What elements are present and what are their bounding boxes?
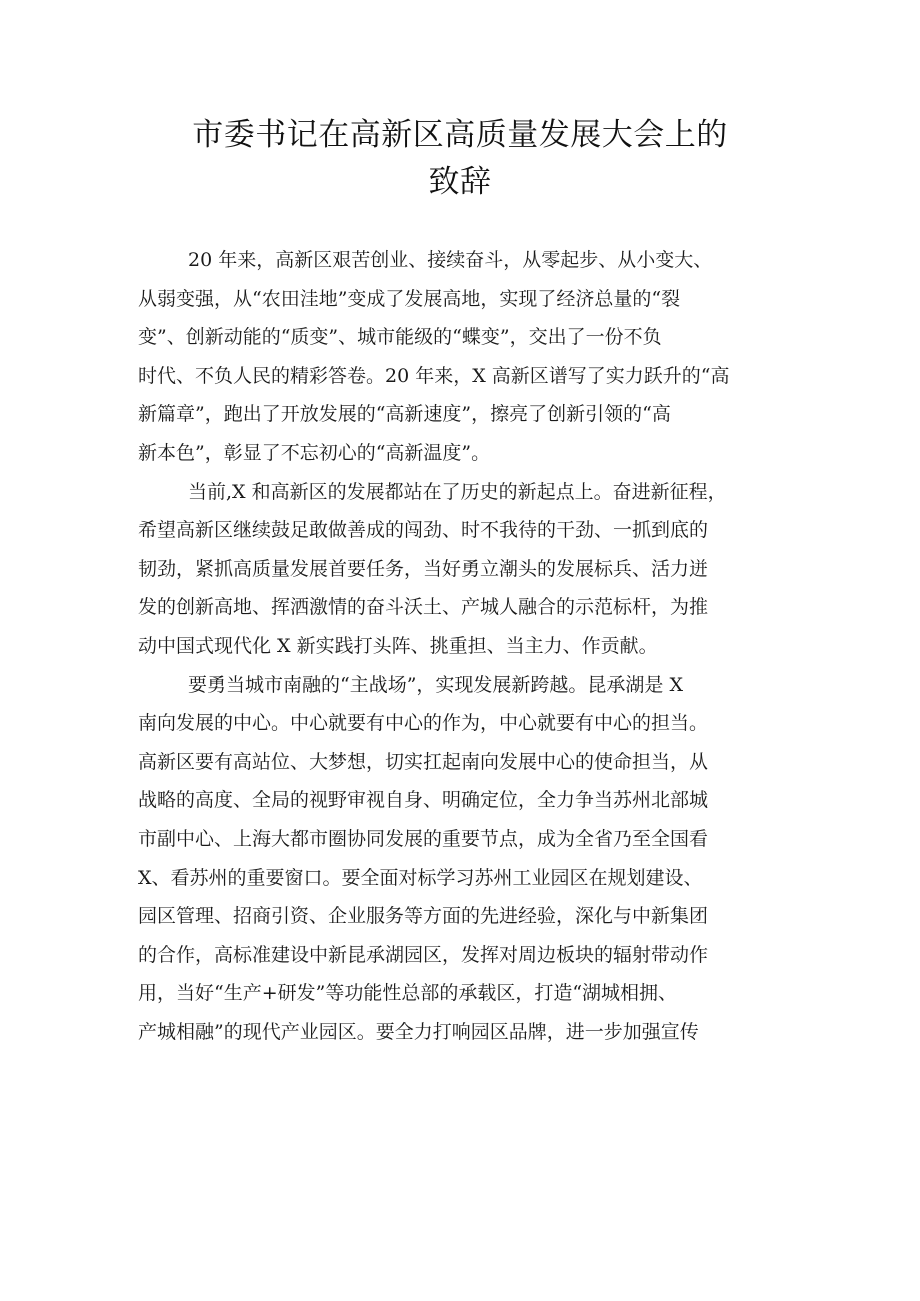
text-line: 时代、不负人民的精彩答卷。20 年来，X 高新区谱写了实力跃升的“高 <box>138 364 730 387</box>
text-line: X、看苏州的重要窗口。要全面对标学习苏州工业园区在规划建设、 <box>138 866 703 889</box>
text-line: 当前,X 和高新区的发展都站在了历史的新起点上。奋进新征程， <box>188 480 727 503</box>
text-line: 市副中心、上海大都市圈协同发展的重要节点，成为全省乃至全国看 <box>138 827 709 850</box>
text-line: 发的创新高地、挥洒激情的奋斗沃土、产城人融合的示范标杆，为推 <box>138 596 709 619</box>
text-line: 园区管理、招商引资、企业服务等方面的先进经验，深化与中新集团 <box>138 905 709 928</box>
paragraph <box>138 473 792 666</box>
title-line: 市委书记在高新区高质量发展大会上的 <box>192 117 728 153</box>
text-line: 战略的高度、全局的视野审视自身、明确定位，全力争当苏州北部城 <box>138 789 709 812</box>
text-line: 变”、创新动能的“质变”、城市能级的“蝶变”，交出了一份不负 <box>138 326 662 349</box>
text-line: 新本色”，彰显了不忘初心的“高新温度”。 <box>138 441 491 464</box>
text-line: 南向发展的中心。中心就要有中心的作为，中心就要有中心的担当。 <box>138 712 709 735</box>
text-line: 高新区要有高站位、大梦想，切实扛起南向发展中心的使命担当，从 <box>138 750 709 773</box>
text-line: 产城相融”的现代产业园区。要全力打响园区品牌，进一步加强宣传 <box>138 1020 699 1043</box>
paragraph <box>138 666 792 1052</box>
text-line: 20 年来，高新区艰苦创业、接续奋斗，从零起步、从小变大、 <box>188 249 713 271</box>
text-line: 新篇章”，跑出了开放发展的“高新速度”，擦亮了创新引领的“高 <box>138 403 671 426</box>
document-body <box>138 241 792 1051</box>
text-line: 要勇当城市南融的“主战场”，实现发展新跨越。昆承湖是 X <box>188 673 683 696</box>
text-line: 用，当好“生产+研发”等功能性总部的承载区，打造“湖城相拥、 <box>138 982 678 1005</box>
text-line: 韧劲，紧抓高质量发展首要任务，当好勇立潮头的发展标兵、活力迸 <box>138 557 709 580</box>
document-title <box>0 112 920 206</box>
title-line: 致辞 <box>428 164 492 200</box>
text-line: 的合作，高标准建设中新昆承湖园区，发挥对周边板块的辐射带动作 <box>138 943 709 966</box>
text-line: 希望高新区继续鼓足敢做善成的闯劲、时不我待的干劲、一抓到底的 <box>138 519 709 542</box>
text-line: 从弱变强，从“农田洼地”变成了发展高地，实现了经济总量的“裂 <box>138 287 681 310</box>
text-line: 动中国式现代化 X 新实践打头阵、挑重担、当主力、作贡献。 <box>138 634 658 657</box>
paragraph <box>138 241 792 473</box>
